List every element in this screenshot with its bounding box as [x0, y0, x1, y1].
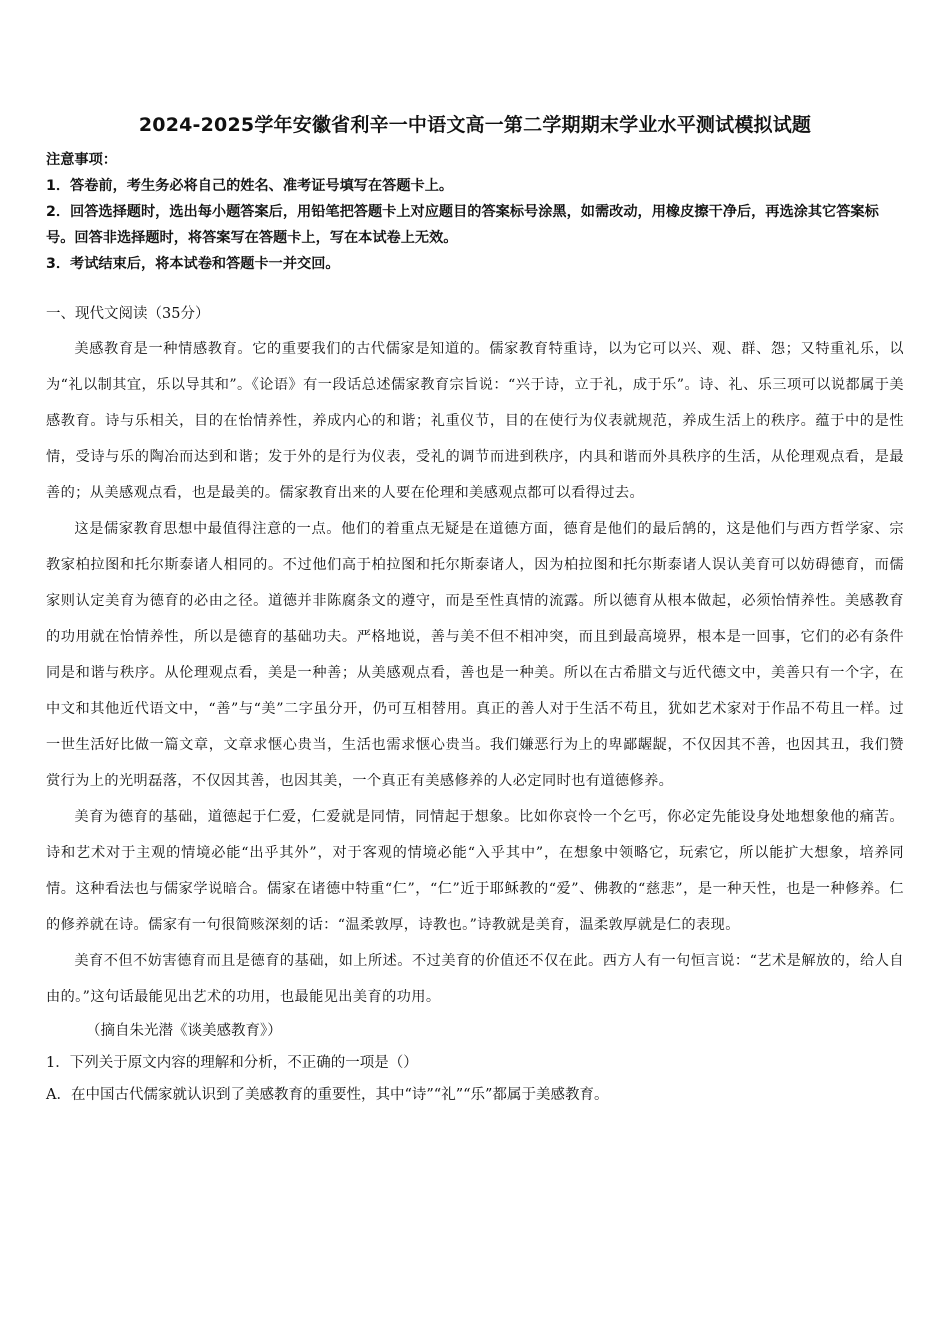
reading-passage	[46, 331, 904, 1015]
question-stem: 1．下列关于原文内容的理解和分析，不正确的一项是（）	[46, 1055, 418, 1071]
passage-source: （摘自朱光潜《谈美感教育》）	[86, 1023, 282, 1039]
passage-paragraph: 美育不但不妨害德育而且是德育的基础，如上所述。不过美育的价值还不仅在此。西方人有一句恒言说：“艺术是解放的，给人自由的。”这句话最能见出艺术的功用，也最能见出美育的功用。	[46, 953, 904, 1005]
passage-paragraph: 这是儒家教育思想中最值得注意的一点。他们的着重点无疑是在道德方面，德育是他们的最后鹄的，这是他们与西方哲学家、宗教家柏拉图和托尔斯泰诸人相同的。不过他们高于柏拉图和托尔斯泰诸人，因为柏拉图和托尔斯泰诸人误认美育可以妨碍德育，而儒家则认定美育为德育的必由之径。道德并非陈腐条文的遵守，而是至性真情的流露。所以德育从根本做起，必须怡情养性。美感教育的功用就在怡情养性，所以是德育的基础功夫。严格地说，善与美不但不相冲突，而且到最高境界，根本是一回事，它们的必有条件同是和谐与秩序。从伦理观点看，美是一种善；从美感观点看，善也是一种美。所以在古希腊文与近代德文中，美善只有一个字，在中文和其他近代语文中，“善”与“美”二字虽分开，仍可互相替用。真正的善人对于生活不苟且，犹如艺术家对于作品不苟且一样。过一世生活好比做一篇文章，文章求惬心贵当，生活也需求惬心贵当。我们嫌恶行为上的卑鄙龌龊，不仅因其不善，也因其丑，我们赞赏行为上的光明磊落，不仅因其善，也因其美，一个真正有美感修养的人必定同时也有道德修养。	[46, 521, 904, 789]
question-option: A．在中国古代儒家就认识到了美感教育的重要性，其中“诗”“礼”“乐”都属于美感教育。	[46, 1087, 609, 1103]
section-spacer	[46, 277, 904, 301]
notice-block	[46, 147, 904, 277]
notice-item: 1．答卷前，考生务必将自己的姓名、准考证号填写在答题卡上。	[46, 178, 454, 194]
exam-title: 2024-2025学年安徽省利辛一中语文高一第二学期期末学业水平测试模拟试题	[138, 114, 812, 136]
passage-paragraph: 美感教育是一种情感教育。它的重要我们的古代儒家是知道的。儒家教育特重诗，以为它可以兴、观、群、怨；又特重礼乐，以为“礼以制其宜，乐以导其和”。《论语》有一段话总述儒家教育宗旨说：“兴于诗，立于礼，成于乐”。诗、礼、乐三项可以说都属于美感教育。诗与乐相关，目的在怡情养性，养成内心的和谐；礼重仪节，目的在使行为仪表就规范，养成生活上的秩序。蕴于中的是性情，受诗与乐的陶冶而达到和谐；发于外的是行为仪表，受礼的调节而进到秩序，内具和谐而外具秩序的生活，从伦理观点看，是最善的；从美感观点看，也是最美的。儒家教育出来的人要在伦理和美感观点都可以看得过去。	[46, 341, 904, 501]
notice-item: 3．考试结束后，将本试卷和答题卡一并交回。	[46, 256, 340, 272]
section-heading: 一、现代文阅读（35分）	[46, 306, 210, 322]
passage-paragraph: 美育为德育的基础，道德起于仁爱，仁爱就是同情，同情起于想象。比如你哀怜一个乞丐，你必定先能设身处地想象他的痛苦。诗和艺术对于主观的情境必能“出乎其外”，对于客观的情境必能“入乎其中”，在想象中领略它，玩索它，所以能扩大想象，培养同情。这种看法也与儒家学说暗合。儒家在诸德中特重“仁”，“仁”近于耶稣教的“爱”、佛教的“慈悲”，是一种天性，也是一种修养。仁的修养就在诗。儒家有一句很简赅深刻的话：“温柔敦厚，诗教也。”诗教就是美育，温柔敦厚就是仁的表现。	[46, 809, 904, 933]
notice-item: 2．回答选择题时，选出每小题答案后，用铅笔把答题卡上对应题目的答案标号涂黑，如需改动，用橡皮擦干净后，再选涂其它答案标号。回答非选择题时，将答案写在答题卡上，写在本试卷上无效。	[46, 204, 879, 246]
notice-heading: 注意事项：	[46, 152, 117, 168]
